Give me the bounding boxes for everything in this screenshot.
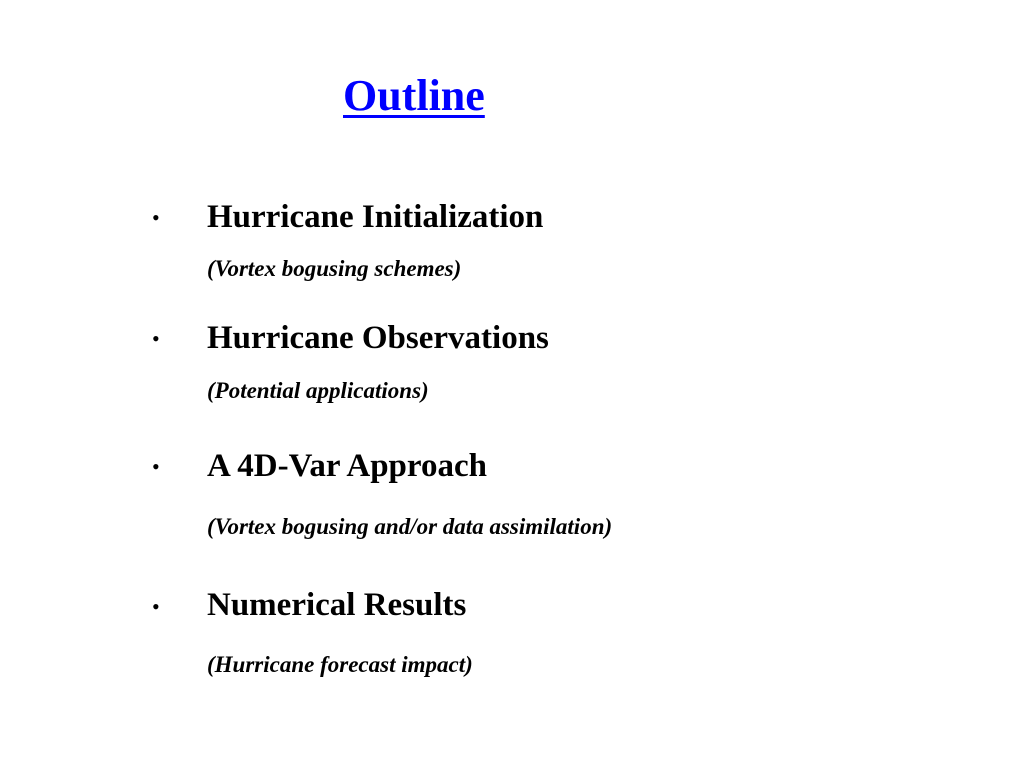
bullet-icon: • [152,454,160,479]
outline-item-heading: Hurricane Observations [207,320,549,356]
bullet-icon: • [152,594,160,619]
bullet-icon: • [152,326,160,351]
outline-item-heading: Hurricane Initialization [207,199,544,235]
outline-item-subtext: (Hurricane forecast impact) [207,652,473,677]
outline-item-subtext: (Vortex bogusing schemes) [207,256,462,281]
slide-title: Outline [343,71,485,120]
outline-item-heading: A 4D-Var Approach [207,448,487,484]
bullet-icon: • [152,205,160,230]
outline-item-subtext: (Vortex bogusing and/or data assimilation) [207,514,613,539]
outline-item-heading: Numerical Results [207,587,467,623]
outline-item-subtext: (Potential applications) [207,378,429,403]
